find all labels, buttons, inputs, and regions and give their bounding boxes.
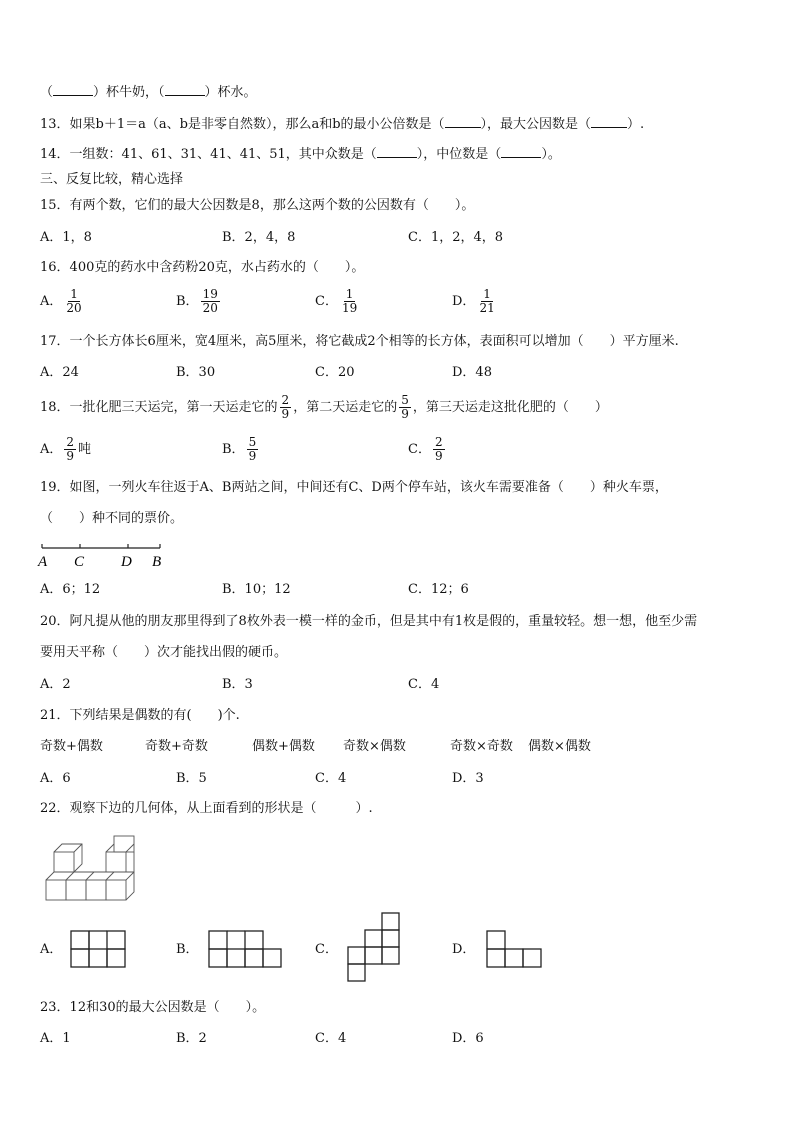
blank[interactable] [53,84,93,96]
station-label-a: A [38,554,48,570]
option-b[interactable]: B．10；12 [222,582,291,597]
option-c[interactable]: C． [315,942,338,957]
question-14: 14．一组数：41、61、31、41、41、51，其中众数是（ ），中位数是（ ）。 [40,147,561,162]
station-line-figure [36,538,176,572]
option-c-shape [345,912,401,984]
blank[interactable] [501,146,541,158]
station-label-c: C [74,554,85,570]
option-b[interactable]: B． $\frac{19}{20}$ [176,287,218,315]
option-b[interactable]: B．2 [176,1031,207,1046]
blank[interactable] [591,116,627,128]
option-b[interactable]: B． $\frac{5}{9}$ [222,435,257,463]
option-d[interactable]: D． $\frac{1}{21}$ [452,287,495,315]
fraction: $\frac{2}{9}$ [66,435,75,463]
option-a[interactable]: A．6；12 [40,582,101,597]
option-b[interactable]: B．30 [176,365,216,380]
fraction: $\frac{2}{9}$ [281,393,290,421]
question-17-stem: 17．一个长方体长6厘米，宽4厘米，高5厘米，将它截成2个相等的长方体，表面积可以增加（ ）平方厘米. [40,334,679,349]
option-b-shape [208,930,282,968]
question-13: 13．如果b＋1＝a（a、b是非零自然数），那么a和b的最小公倍数是（ ），最大公因数是（ ）. [40,117,645,132]
fraction: $\frac{1}{19}$ [341,287,358,315]
fraction: $\frac{19}{20}$ [202,287,218,315]
question-20-line2: 要用天平称（ ）次才能找出假的硬币。 [40,645,288,660]
section-title: 三、反复比较，精心选择 [40,172,184,187]
option-c[interactable]: C． $\frac{2}{9}$ [408,435,443,463]
option-d[interactable]: D．48 [452,365,492,380]
expr-item: 奇数×奇数 [450,739,513,754]
station-label-b: B [152,554,162,570]
blank[interactable] [165,84,205,96]
option-a[interactable]: A． $\frac{1}{20}$ [40,287,82,315]
expr-item: 奇数+偶数 [40,739,103,754]
question-20-line1: 20．阿凡提从他的朋友那里得到了8枚外表一模一样的金币，但是其中有1枚是假的，重量较轻。想一想，他至少需 [40,614,698,629]
fraction: $\frac{1}{20}$ [66,287,82,315]
fraction: $\frac{1}{21}$ [479,287,495,315]
expr-item: 偶数×偶数 [528,739,591,754]
option-a[interactable]: A．24 [40,365,79,380]
cube-solid-figure [44,836,139,902]
question-15-stem: 15．有两个数，它们的最大公因数是8，那么这两个数的公因数有（ ）。 [40,198,475,213]
option-b[interactable]: B．3 [222,677,253,692]
question-22-stem: 22．观察下边的几何体，从上面看到的形状是（ ）. [40,801,373,816]
option-a[interactable]: A． $\frac{2}{9}$ 吨 [40,435,92,463]
option-c[interactable]: C．4 [408,677,440,692]
expr-item: 奇数+奇数 [145,739,208,754]
fraction: $\frac{5}{9}$ [248,435,257,463]
option-c[interactable]: C．20 [315,365,355,380]
fraction: $\frac{5}{9}$ [401,393,409,421]
option-c[interactable]: C．4 [315,1031,347,1046]
option-a[interactable]: A．1 [40,1031,71,1046]
option-b[interactable]: B．5 [176,771,207,786]
option-a[interactable]: A． [40,942,63,957]
option-a-shape [70,930,126,968]
option-d-shape [486,930,542,968]
option-c[interactable]: C． $\frac{1}{19}$ [315,287,358,315]
expr-item: 奇数×偶数 [343,739,406,754]
question-19-line2: （ ）种不同的票价。 [40,511,184,526]
option-a[interactable]: A．2 [40,677,71,692]
option-c[interactable]: C．12；6 [408,582,469,597]
station-label-d: D [121,554,132,570]
option-a[interactable]: A．6 [40,771,71,786]
option-a[interactable]: A．1，8 [40,230,92,245]
top-line: （ ）杯牛奶，（ ）杯水。 [40,85,257,100]
fraction: $\frac{2}{9}$ [434,435,443,463]
option-c[interactable]: C．4 [315,771,347,786]
blank[interactable] [377,146,417,158]
option-c[interactable]: C．1，2，4，8 [408,230,504,245]
question-16-stem: 16．400克的药水中含药粉20克，水占药水的（ ）。 [40,260,365,275]
option-d[interactable]: D．3 [452,771,484,786]
question-21-stem: 21．下列结果是偶数的有( )个. [40,708,240,723]
question-23-stem: 23．12和30的最大公因数是（ ）。 [40,1000,266,1015]
option-b[interactable]: B． [176,942,199,957]
option-b[interactable]: B．2，4，8 [222,230,296,245]
option-d[interactable]: D． [452,942,476,957]
option-d[interactable]: D．6 [452,1031,484,1046]
question-19-line1: 19．如图，一列火车往返于A、B两站之间，中间还有C、D两个停车站，该火车需要准备（ ）种火车票， [40,480,668,495]
expr-item: 偶数+偶数 [252,739,315,754]
question-18-stem: 18．一批化肥三天运完，第一天运走它的 $\frac{2}{9}$ ，第二天运走它的 $\frac{5}{9}$ ，第三天运走这批化肥的（ ） [40,393,608,421]
blank[interactable] [445,116,481,128]
